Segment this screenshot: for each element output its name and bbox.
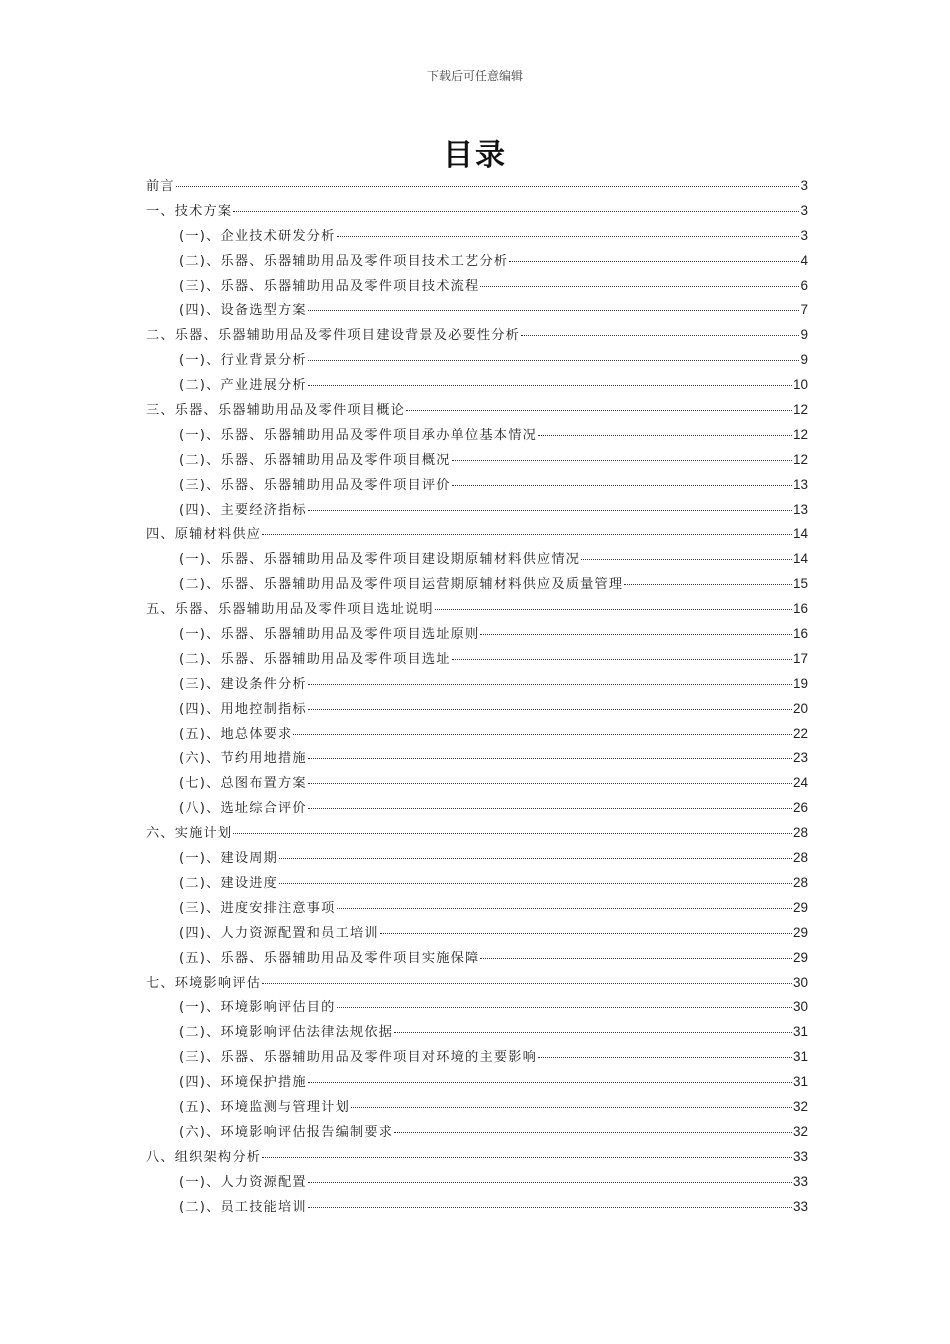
toc-entry[interactable] [146, 971, 808, 996]
toc-entry[interactable] [146, 995, 808, 1020]
toc-entry[interactable] [146, 274, 808, 299]
dot-leader [308, 757, 792, 759]
toc-entry[interactable] [146, 423, 808, 448]
toc-entry-page-number: 13 [792, 476, 808, 492]
toc-entry-label: (四)、主要经济指标 [179, 502, 307, 518]
dot-leader [480, 957, 792, 959]
toc-entry[interactable] [146, 921, 808, 946]
toc-entry-label: (四)、人力资源配置和员工培训 [179, 925, 379, 941]
toc-entry-label: (二)、建设进度 [179, 875, 279, 891]
toc-entry-label: (五)、乐器、乐器辅助用品及零件项目实施保障 [179, 950, 480, 966]
toc-entry-page-number: 23 [792, 750, 808, 766]
toc-entry[interactable] [146, 298, 808, 323]
toc-entry-page-number: 33 [792, 1173, 808, 1189]
toc-entry[interactable] [146, 522, 808, 547]
toc-entry[interactable] [146, 174, 808, 199]
dot-leader [337, 1006, 792, 1008]
toc-entry[interactable] [146, 572, 808, 597]
toc-entry[interactable] [146, 1120, 808, 1145]
toc-entry[interactable] [146, 1070, 808, 1095]
toc-entry-page-number: 7 [800, 302, 808, 318]
dot-leader [176, 185, 800, 187]
dot-leader [394, 1131, 792, 1133]
toc-entry[interactable] [146, 1170, 808, 1195]
toc-entry-label: (三)、进度安排注意事项 [179, 900, 336, 916]
toc-entry-label: (一)、乐器、乐器辅助用品及零件项目建设期原辅材料供应情况 [179, 552, 581, 568]
toc-entry[interactable] [146, 796, 808, 821]
dot-leader [480, 285, 799, 287]
toc-entry-page-number: 33 [792, 1198, 808, 1214]
dot-leader [279, 857, 792, 859]
dot-leader [308, 359, 800, 361]
toc-entry-page-number: 3 [800, 227, 808, 243]
toc-entry-page-number: 16 [792, 626, 808, 642]
toc-entry-label: (二)、乐器、乐器辅助用品及零件项目选址 [179, 651, 451, 667]
toc-entry[interactable] [146, 746, 808, 771]
toc-entry[interactable] [146, 1095, 808, 1120]
dot-leader [262, 982, 792, 984]
dot-leader [509, 260, 799, 262]
toc-entry-page-number: 19 [792, 675, 808, 691]
toc-entry-page-number: 9 [800, 327, 808, 343]
toc-entry-page-number: 12 [792, 426, 808, 442]
dot-leader [337, 235, 800, 237]
dot-leader [308, 384, 792, 386]
dot-leader [452, 658, 792, 660]
toc-entry[interactable] [146, 224, 808, 249]
toc-entry[interactable] [146, 771, 808, 796]
toc-entry-label: (三)、乐器、乐器辅助用品及零件项目对环境的主要影响 [179, 1050, 537, 1066]
dot-leader [308, 509, 792, 511]
toc-entry-label: (六)、节约用地措施 [179, 751, 307, 767]
toc-entry-page-number: 28 [792, 825, 808, 841]
toc-entry-page-number: 22 [792, 725, 808, 741]
toc-entry-label: (二)、乐器、乐器辅助用品及零件项目技术工艺分析 [179, 253, 509, 269]
dot-leader [308, 1206, 792, 1208]
dot-leader [337, 907, 792, 909]
dot-leader [581, 558, 792, 560]
toc-entry[interactable] [146, 896, 808, 921]
dot-leader [538, 1056, 792, 1058]
dot-leader [351, 1106, 792, 1108]
table-of-contents [146, 174, 808, 1219]
toc-entry[interactable] [146, 697, 808, 722]
toc-entry[interactable] [146, 448, 808, 473]
dot-leader [406, 409, 792, 411]
toc-entry-label: (二)、员工技能培训 [179, 1199, 307, 1215]
dot-leader [452, 459, 792, 461]
dot-leader [262, 533, 792, 535]
toc-entry[interactable] [146, 647, 808, 672]
dot-leader [538, 434, 792, 436]
toc-entry-page-number: 12 [792, 402, 808, 418]
toc-entry-label: (三)、建设条件分析 [179, 676, 307, 692]
dot-leader [308, 807, 792, 809]
toc-entry[interactable] [146, 597, 808, 622]
toc-entry[interactable] [146, 1045, 808, 1070]
toc-entry-page-number: 20 [792, 700, 808, 716]
toc-entry-page-number: 3 [800, 202, 808, 218]
toc-entry-page-number: 28 [792, 874, 808, 890]
toc-entry-label: 八、组织架构分析 [146, 1149, 262, 1165]
toc-entry-page-number: 13 [792, 501, 808, 517]
dot-leader [308, 309, 800, 311]
toc-entry-label: 七、环境影响评估 [146, 975, 262, 991]
toc-entry-label: (六)、环境影响评估报告编制要求 [179, 1124, 394, 1140]
toc-entry-page-number: 31 [792, 1024, 808, 1040]
dot-leader [394, 1031, 792, 1033]
toc-entry[interactable] [146, 373, 808, 398]
dot-leader [380, 932, 792, 934]
toc-entry[interactable] [146, 323, 808, 348]
toc-entry-page-number: 33 [792, 1148, 808, 1164]
toc-entry-label: (五)、环境监测与管理计划 [179, 1099, 350, 1115]
dot-leader [308, 782, 792, 784]
toc-entry-label: 二、乐器、乐器辅助用品及零件项目建设背景及必要性分析 [146, 328, 521, 344]
toc-entry-label: (二)、产业进展分析 [179, 378, 307, 394]
toc-entry[interactable] [146, 871, 808, 896]
toc-entry-page-number: 15 [792, 576, 808, 592]
toc-entry[interactable] [146, 1195, 808, 1220]
toc-entry[interactable] [146, 946, 808, 971]
dot-leader [435, 608, 792, 610]
dot-leader [308, 708, 792, 710]
toc-entry-label: (四)、环境保护措施 [179, 1075, 307, 1091]
toc-entry-page-number: 31 [792, 1049, 808, 1065]
toc-entry-label: (一)、环境影响评估目的 [179, 1000, 336, 1016]
toc-entry-page-number: 28 [792, 850, 808, 866]
toc-entry[interactable] [146, 722, 808, 747]
toc-entry-page-number: 14 [792, 526, 808, 542]
toc-entry-label: (八)、选址综合评价 [179, 801, 307, 817]
toc-entry[interactable] [146, 1145, 808, 1170]
toc-entry-label: (一)、人力资源配置 [179, 1174, 307, 1190]
dot-leader [293, 733, 792, 735]
toc-entry-label: 四、原辅材料供应 [146, 527, 262, 543]
toc-entry-page-number: 31 [792, 1074, 808, 1090]
dot-leader [308, 1181, 792, 1183]
toc-title: 目录 [443, 138, 507, 173]
toc-entry-page-number: 24 [792, 775, 808, 791]
toc-entry-label: (二)、环境影响评估法律法规依据 [179, 1025, 394, 1041]
toc-entry-label: (一)、企业技术研发分析 [179, 228, 336, 244]
toc-entry-label: 五、乐器、乐器辅助用品及零件项目选址说明 [146, 602, 434, 618]
toc-entry-label: (一)、建设周期 [179, 851, 279, 867]
toc-entry[interactable] [146, 199, 808, 224]
dot-leader [233, 210, 799, 212]
toc-entry-page-number: 30 [792, 974, 808, 990]
toc-entry-page-number: 32 [792, 1098, 808, 1114]
toc-entry-label: 一、技术方案 [146, 203, 233, 219]
toc-entry-page-number: 29 [792, 949, 808, 965]
toc-entry-page-number: 29 [792, 899, 808, 915]
toc-entry[interactable] [146, 821, 808, 846]
toc-entry-label: (七)、总图布置方案 [179, 776, 307, 792]
toc-entry-page-number: 3 [800, 178, 808, 193]
dot-leader [233, 832, 792, 834]
toc-entry-page-number: 10 [792, 377, 808, 393]
toc-entry-page-number: 12 [792, 451, 808, 467]
toc-entry[interactable] [146, 398, 808, 423]
toc-entry-page-number: 30 [792, 999, 808, 1015]
dot-leader [521, 334, 799, 336]
toc-entry[interactable] [146, 473, 808, 498]
toc-entry[interactable] [146, 672, 808, 697]
toc-entry-label: (四)、设备选型方案 [179, 303, 307, 319]
toc-entry-page-number: 32 [792, 1123, 808, 1139]
toc-entry-page-number: 9 [800, 352, 808, 368]
toc-entry-label: (二)、乐器、乐器辅助用品及零件项目运营期原辅材料供应及质量管理 [179, 577, 624, 593]
toc-entry-label: (一)、乐器、乐器辅助用品及零件项目选址原则 [179, 627, 480, 643]
toc-entry[interactable] [146, 498, 808, 523]
dot-leader [262, 1156, 792, 1158]
toc-entry-label: (五)、地总体要求 [179, 726, 293, 742]
toc-entry-label: (三)、乐器、乐器辅助用品及零件项目评价 [179, 477, 451, 493]
toc-entry-label: (二)、乐器、乐器辅助用品及零件项目概况 [179, 452, 451, 468]
toc-entry-label: 六、实施计划 [146, 826, 233, 842]
toc-entry-label: 三、乐器、乐器辅助用品及零件项目概论 [146, 403, 405, 419]
toc-entry-page-number: 14 [792, 551, 808, 567]
header-note: 下载后可任意编辑 [426, 69, 523, 83]
toc-entry[interactable] [146, 547, 808, 572]
toc-entry-label: (一)、行业背景分析 [179, 353, 307, 369]
toc-entry-page-number: 6 [800, 277, 808, 293]
toc-entry[interactable] [146, 348, 808, 373]
dot-leader [308, 683, 792, 685]
dot-leader [308, 1081, 792, 1083]
dot-leader [624, 583, 792, 585]
toc-entry-label: (四)、用地控制指标 [179, 701, 307, 717]
toc-entry-page-number: 29 [792, 924, 808, 940]
toc-entry-page-number: 16 [792, 601, 808, 617]
dot-leader [279, 882, 792, 884]
toc-entry-label: (一)、乐器、乐器辅助用品及零件项目承办单位基本情况 [179, 427, 537, 443]
toc-entry-label: (三)、乐器、乐器辅助用品及零件项目技术流程 [179, 278, 480, 294]
dot-leader [480, 633, 792, 635]
toc-entry[interactable] [146, 249, 808, 274]
toc-entry-page-number: 17 [792, 650, 808, 666]
dot-leader [452, 484, 792, 486]
toc-entry-page-number: 26 [792, 800, 808, 816]
toc-entry[interactable] [146, 1020, 808, 1045]
toc-entry-label: 前言 [146, 179, 175, 194]
toc-entry[interactable] [146, 846, 808, 871]
toc-entry[interactable] [146, 622, 808, 647]
toc-entry-page-number: 4 [800, 252, 808, 268]
